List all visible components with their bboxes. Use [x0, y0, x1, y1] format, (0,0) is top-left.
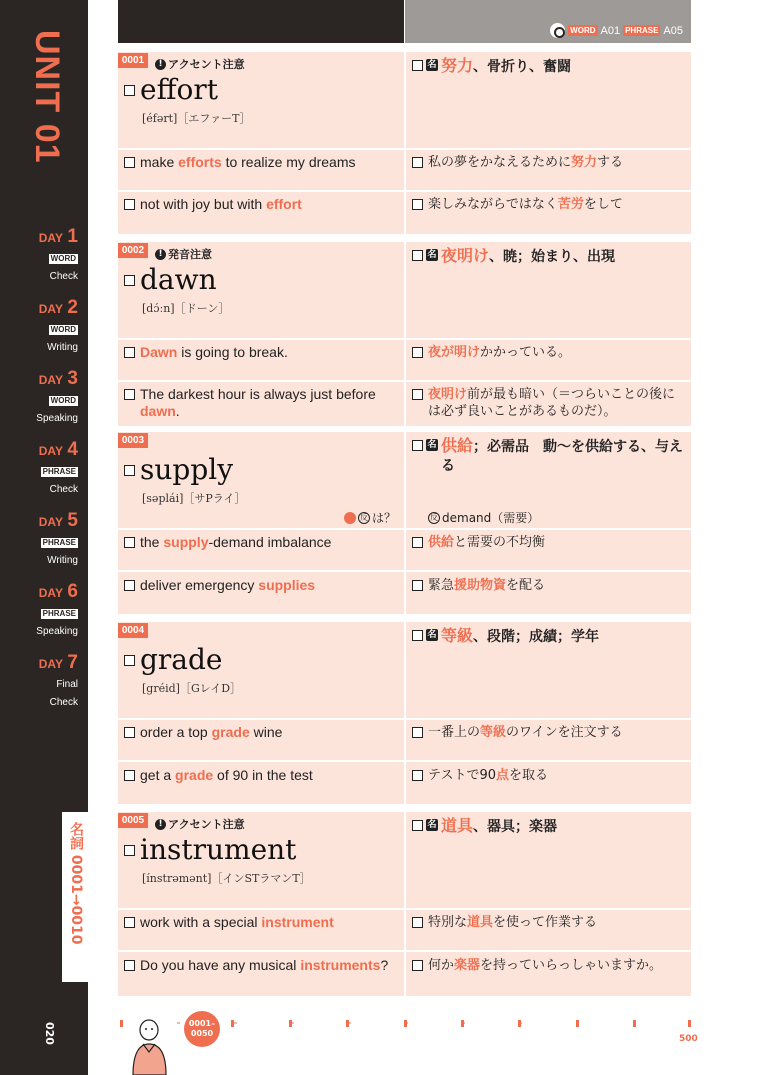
checkbox[interactable] [124, 157, 135, 168]
example-ja: 私の夢をかなえるために努力する [412, 154, 688, 171]
meaning: 名 供給；必需品 動〜を供給する、与える [412, 436, 687, 476]
checkbox[interactable] [124, 960, 135, 971]
example-ja: 一番上の等級のワインを注文する [412, 724, 688, 741]
page-number: 020 [43, 1022, 56, 1045]
checkbox[interactable] [412, 440, 423, 451]
progress-tick [576, 1020, 579, 1027]
entry-number: 0002 [118, 243, 148, 258]
checkbox[interactable] [412, 580, 423, 591]
example-en: not with joy but with effort [124, 196, 400, 213]
antonym-icon: 反 [430, 512, 438, 522]
sidebar [0, 0, 88, 1075]
checkbox[interactable] [412, 199, 423, 210]
progress-tick [404, 1020, 407, 1027]
exclamation-icon: ! [155, 249, 166, 260]
range-label: 名詞 0001→0010 [68, 822, 84, 945]
checkbox[interactable] [124, 85, 135, 96]
checkbox[interactable] [412, 347, 423, 358]
antonym: 反 demand（需要） [430, 511, 540, 525]
example-en: the supply-demand imbalance [124, 534, 400, 551]
pronunciation: [dɔ́ːn]［ドーン］ [142, 302, 230, 315]
headword: supply [124, 454, 233, 486]
sidebar-day-4[interactable]: DAY 4 PHRASE Check [38, 439, 78, 495]
exclamation-icon: ! [155, 819, 166, 830]
noun-badge: 名 [427, 630, 437, 640]
hint-icon [344, 512, 356, 524]
progress-tick [231, 1020, 234, 1027]
entry-note: ! アクセント注意 [155, 816, 245, 832]
checkbox[interactable] [412, 157, 423, 168]
example-en: deliver emergency supplies [124, 577, 400, 594]
entry-note: ! 発音注意 [155, 246, 212, 262]
checkbox[interactable] [412, 60, 423, 71]
sidebar-day-5[interactable]: DAY 5 PHRASE Writing [38, 510, 78, 566]
unit-title: UNIT 01 [28, 30, 66, 164]
example-ja: 供給と需要の不均衡 [412, 534, 688, 551]
progress-end-label: 500 [679, 1034, 698, 1044]
entry-number: 0005 [118, 813, 148, 828]
checkbox[interactable] [124, 770, 135, 781]
headword: effort [124, 74, 218, 106]
checkbox[interactable] [412, 727, 423, 738]
phrase-track: A05 [663, 24, 683, 37]
sidebar-day-1[interactable]: DAY 1 WORD Check [38, 226, 78, 282]
checkbox[interactable] [412, 389, 423, 400]
checkbox[interactable] [124, 580, 135, 591]
phrase-tag: PHRASE [625, 26, 659, 35]
header-right-bar [405, 0, 691, 43]
noun-badge: 名 [427, 60, 437, 70]
audio-track-info [550, 23, 683, 38]
pronunciation: [éfərt]［エファーT］ [142, 112, 251, 125]
checkbox[interactable] [124, 917, 135, 928]
word-track: A01 [600, 24, 621, 37]
progress-tick [120, 1020, 123, 1027]
pronunciation: [ínstrəmənt]［インSTラマンT］ [142, 872, 311, 885]
checkbox[interactable] [412, 917, 423, 928]
antonym-icon: 反 [360, 512, 368, 522]
progress-tick [688, 1020, 691, 1027]
checkbox[interactable] [124, 347, 135, 358]
checkbox[interactable] [124, 845, 135, 856]
antonym-hint: 反 は？ [344, 509, 396, 526]
checkbox[interactable] [124, 275, 135, 286]
checkbox[interactable] [124, 537, 135, 548]
checkbox[interactable] [412, 820, 423, 831]
checkbox[interactable] [412, 770, 423, 781]
meaning: 名 等級、段階；成績；学年 [412, 626, 687, 647]
checkbox[interactable] [124, 465, 135, 476]
sidebar-day-6[interactable]: DAY 6 PHRASE Speaking [36, 581, 78, 637]
example-en: work with a special instrument [124, 914, 400, 931]
noun-badge: 名 [427, 440, 437, 450]
headword: grade [124, 644, 223, 676]
example-ja: 何か楽器を持っていらっしゃいますか。 [412, 957, 688, 974]
checkbox[interactable] [124, 655, 135, 666]
progress-tick [289, 1020, 292, 1027]
header-left-bar [118, 0, 404, 43]
checkbox[interactable] [124, 199, 135, 210]
sidebar-day-3[interactable]: DAY 3 WORD Speaking [36, 368, 78, 424]
noun-badge: 名 [427, 250, 437, 260]
headword: instrument [124, 834, 296, 866]
checkbox[interactable] [412, 630, 423, 641]
checkbox[interactable] [412, 250, 423, 261]
meaning: 名 努力、骨折り、奮闘 [412, 56, 687, 77]
progress-tick [633, 1020, 636, 1027]
example-ja: 夜が明けかかっている。 [412, 344, 688, 361]
sidebar-day-2[interactable]: DAY 2 WORD Writing [38, 297, 78, 353]
progress-tick [518, 1020, 521, 1027]
meaning: 名 夜明け、暁；始まり、出現 [412, 246, 687, 267]
exclamation-icon: ! [155, 59, 166, 70]
example-en: get a grade of 90 in the test [124, 767, 400, 784]
headword: dawn [124, 264, 217, 296]
example-en: order a top grade wine [124, 724, 400, 741]
example-ja: テストで90点を取る [412, 767, 688, 784]
example-en: Do you have any musical instruments? [124, 957, 400, 974]
example-ja: 緊急援助物資を配る [412, 577, 688, 594]
pronunciation: [gréid]［GレイD］ [142, 682, 242, 695]
cd-icon [550, 23, 565, 38]
entry-note: ! アクセント注意 [155, 56, 245, 72]
entry-number: 0003 [118, 433, 148, 448]
example-ja: 特別な道具を使って作業する [412, 914, 688, 931]
entry-number: 0001 [118, 53, 148, 68]
pronunciation: [səplái]［サPライ］ [142, 492, 246, 505]
meaning: 名 道具、器具；楽器 [412, 816, 687, 837]
checkbox[interactable] [412, 537, 423, 548]
checkbox[interactable] [412, 960, 423, 971]
example-en: make efforts to realize my dreams [124, 154, 400, 171]
example-ja: 楽しみながらではなく苦労をして [412, 196, 688, 213]
word-tag: WORD [570, 26, 596, 35]
example-en: The darkest hour is always just before dawn. [124, 386, 400, 420]
entry-number: 0004 [118, 623, 148, 638]
progress-tick [346, 1020, 349, 1027]
checkbox[interactable] [124, 727, 135, 738]
progress-tick [461, 1020, 464, 1027]
checkbox[interactable] [124, 389, 135, 400]
example-ja: 夜明け前が最も暗い（＝つらいことの後には必ず良いことがあるものだ）。 [412, 386, 688, 420]
mascot-icon [128, 1018, 174, 1075]
example-en: Dawn is going to break. [124, 344, 400, 361]
noun-badge: 名 [427, 820, 437, 830]
sidebar-day-7[interactable]: DAY 7 Final Check [38, 652, 78, 708]
progress-bubble: 0001–0050 [184, 1011, 220, 1047]
